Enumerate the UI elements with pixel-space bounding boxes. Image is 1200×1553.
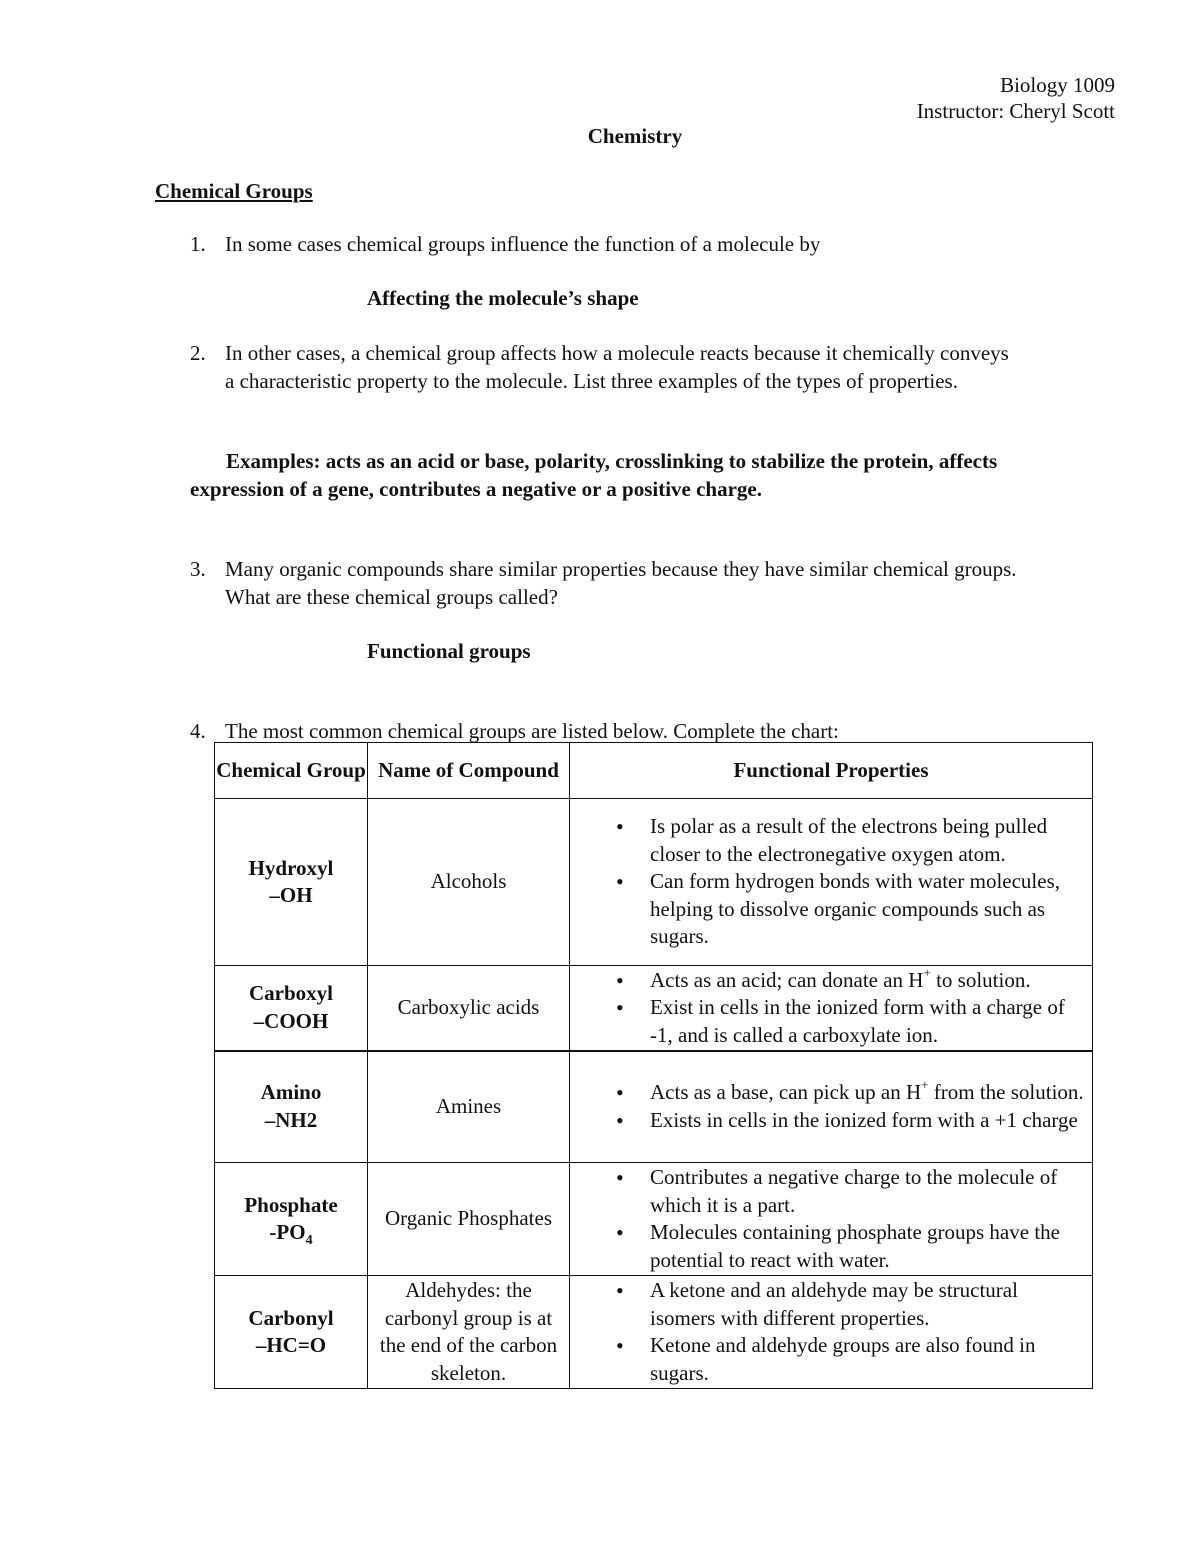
- compound-cell: Alcohols: [368, 799, 570, 966]
- question-text: The most common chemical groups are listed below. Complete the chart:: [225, 719, 839, 743]
- section-heading: Chemical Groups: [155, 179, 313, 203]
- table-row: [215, 1051, 1093, 1163]
- answer-2-line-1: Examples: acts as an acid or base, polarity, crosslinking to stabilize the protein, affects: [226, 449, 998, 473]
- question-number: 4.: [190, 719, 206, 743]
- group-name: Carbonyl: [248, 1305, 334, 1330]
- list-item: • Molecules containing phosphate groups have the potential to react with water.: [570, 1219, 1092, 1274]
- list-item: • A ketone and an aldehyde may be structural isomers with different properties.: [570, 1277, 1092, 1332]
- list-item: • Contributes a negative charge to the molecule of which it is a part.: [570, 1164, 1092, 1219]
- superscript-plus: +: [921, 1077, 929, 1093]
- compound-cell: Carboxylic acids: [368, 966, 570, 1051]
- list-item: • Acts as a base, can pick up an H+ from the solution.: [570, 1079, 1092, 1107]
- list-item: • Exist in cells in the ionized form with a charge of -1, and is called a carboxylate ion.: [570, 994, 1092, 1049]
- group-cell: [215, 966, 368, 1051]
- group-name: Hydroxyl: [248, 855, 334, 880]
- properties-cell: [570, 799, 1093, 966]
- header-functional-properties: Functional Properties: [570, 743, 1093, 799]
- group-name: Amino: [260, 1080, 322, 1105]
- group-formula: $-PO_4$: [269, 1220, 313, 1249]
- answer-2-line-2: expression of a gene, contributes a negative or a positive charge.: [190, 477, 762, 501]
- list-item: • Ketone and aldehyde groups are also found in sugars.: [570, 1332, 1092, 1387]
- superscript-plus: +: [923, 964, 931, 980]
- instructor-label: Instructor: Cheryl Scott: [916, 99, 1115, 123]
- group-name: Phosphate: [244, 1192, 338, 1217]
- property-text-before-ion: Acts as an acid; can donate an H: [650, 967, 924, 992]
- question-text-line-1: Many organic compounds share similar properties because they have similar chemical groups.: [225, 557, 1017, 581]
- question-text-line-2: What are these chemical groups called?: [225, 585, 558, 609]
- table-row: [215, 1163, 1093, 1276]
- table-row: [215, 1276, 1093, 1389]
- answer-3: Functional groups: [367, 639, 531, 663]
- compound-cell: Amines: [368, 1051, 570, 1163]
- question-text: In some cases chemical groups influence the function of a molecule by: [225, 232, 821, 256]
- properties-cell: [570, 966, 1093, 1051]
- group-cell: [215, 1051, 368, 1163]
- group-formula: –NH2: [264, 1107, 318, 1132]
- header-chemical-group: Chemical Group: [215, 743, 368, 799]
- table-row: [215, 799, 1093, 966]
- group-cell: [215, 799, 368, 966]
- list-item: • Is polar as a result of the electrons being pulled closer to the electronegative oxygen atom.: [570, 813, 1092, 868]
- compound-cell: Aldehydes: the carbonyl group is at the end of the carbon skeleton.: [368, 1276, 570, 1389]
- page-title: Chemistry: [587, 124, 683, 148]
- header-name-of-compound: Name of Compound: [368, 743, 570, 799]
- property-text-before-ion: Acts as a base, can pick up an H: [650, 1080, 922, 1105]
- question-number: 3.: [190, 557, 206, 581]
- question-number: 1.: [190, 232, 206, 256]
- group-name: Carboxyl: [249, 981, 333, 1006]
- question-number: 2.: [190, 341, 206, 365]
- group-formula: –COOH: [253, 1008, 329, 1033]
- compound-cell: Organic Phosphates: [368, 1163, 570, 1276]
- table-row: [215, 966, 1093, 1051]
- course-label: Biology 1009: [1000, 73, 1115, 97]
- list-item: • Can form hydrogen bonds with water molecules, helping to dissolve organic compounds such as sugars.: [570, 868, 1092, 951]
- answer-1: Affecting the molecule’s shape: [367, 286, 639, 310]
- group-formula: –HC=O: [255, 1333, 327, 1357]
- question-text-line-2: a characteristic property to the molecule. List three examples of the types of properties.: [225, 369, 958, 393]
- properties-cell: [570, 1276, 1093, 1389]
- list-item: • Acts as an acid; can donate an H+ to solution.: [570, 967, 1092, 995]
- group-formula: –OH: [269, 883, 313, 907]
- group-cell: [215, 1276, 368, 1389]
- properties-cell: [570, 1163, 1093, 1276]
- list-item: • Exists in cells in the ionized form with a +1 charge: [570, 1107, 1092, 1135]
- functional-groups-table: [214, 742, 1093, 1389]
- question-text-line-1: In other cases, a chemical group affects how a molecule reacts because it chemically conveys: [225, 341, 1009, 365]
- group-cell: [215, 1163, 368, 1276]
- properties-cell: [570, 1051, 1093, 1163]
- table-header-row: [215, 743, 1093, 799]
